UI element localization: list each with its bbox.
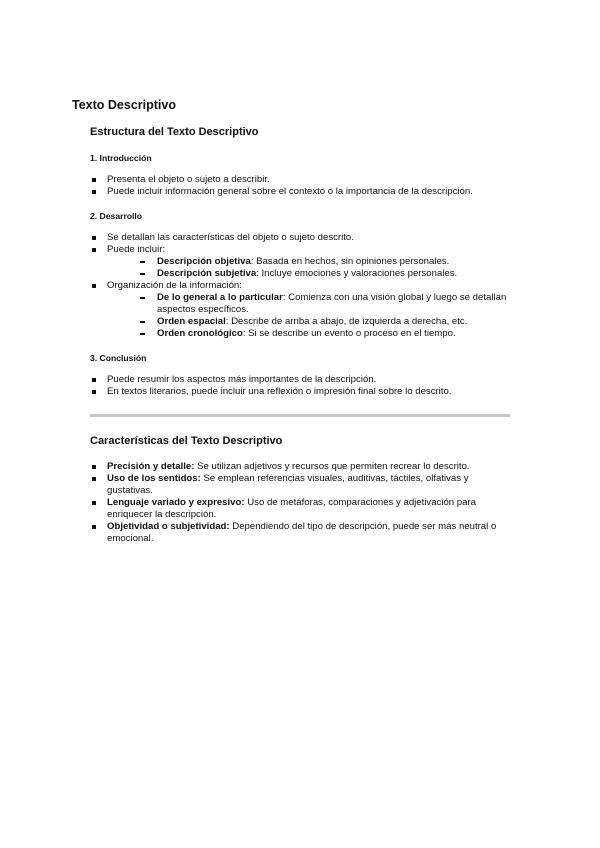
list-item: [90, 521, 510, 545]
list-item: Puede incluir información general sobre el contexto o la importancia de la descripción.: [90, 186, 510, 198]
definition: : Comienza con una visión global y luego se detallan aspectos específicos.: [157, 292, 507, 315]
definition: : Incluye emociones y valoraciones personales.: [256, 268, 458, 279]
document-body: [90, 126, 510, 557]
conclusion-list: [90, 374, 510, 398]
list-item: Presenta el objeto o sujeto a describir.: [90, 174, 510, 186]
list-item: [90, 244, 510, 280]
characteristics-list: [90, 461, 510, 545]
list-item: [90, 473, 510, 497]
list-item: [90, 461, 510, 473]
definition: Uso de metáforas, comparaciones y adjetivación para enriquecer la descripción.: [107, 497, 477, 520]
section-divider: [90, 414, 510, 417]
document-title: Texto Descriptivo: [72, 98, 176, 112]
definition: : Si se describe un evento o proceso en el tiempo.: [242, 328, 456, 339]
list-item: [90, 280, 510, 340]
list-item: Se detallan las características del objeto o sujeto descrito.: [90, 232, 510, 244]
term: Orden espacial: [157, 316, 226, 327]
list-item: [90, 497, 510, 521]
list-item: Puede resumir los aspectos más importantes de la descripción.: [90, 374, 510, 386]
sub-list-item: [140, 316, 510, 328]
development-list: [90, 232, 510, 340]
term: Descripción subjetiva: [157, 268, 257, 279]
intro-heading: 1. Introducción: [90, 153, 152, 163]
term: Orden cronológico: [157, 328, 243, 339]
sub-list-item: [140, 268, 510, 280]
definition: : Describe de arriba a abajo, de izquierda a derecha, etc.: [225, 316, 468, 327]
term: Lenguaje variado y expresivo:: [107, 497, 245, 508]
term: Descripción objetiva: [157, 256, 251, 267]
development-heading: 2. Desarrollo: [90, 211, 143, 221]
list-item: En textos literarios, puede incluir una reflexión o impresión final sobre lo descrito.: [90, 386, 510, 398]
list-item-label: Puede incluir:: [107, 244, 166, 255]
sub-list: [107, 292, 510, 340]
term: Precisión y detalle:: [107, 461, 195, 472]
characteristics-heading: Características del Texto Descriptivo: [90, 435, 283, 447]
term: De lo general a lo particular: [157, 292, 283, 303]
conclusion-heading: 3. Conclusión: [90, 353, 147, 363]
intro-list: [90, 174, 510, 198]
sub-list-item: [140, 256, 510, 268]
structure-heading: Estructura del Texto Descriptivo: [90, 126, 259, 138]
sub-list: [107, 256, 510, 280]
sub-list-item: [140, 292, 510, 316]
definition: Se utilizan adjetivos y recursos que permiten recrear lo descrito.: [194, 461, 470, 472]
definition: Dependiendo del tipo de descripción, puede ser más neutral o emocional.: [107, 521, 497, 544]
list-item-label: Organización de la información:: [107, 280, 242, 291]
term: Uso de los sentidos:: [107, 473, 201, 484]
sub-list-item: [140, 328, 510, 340]
definition: Se emplean referencias visuales, auditivas, táctiles, olfativas y gustativas.: [107, 473, 469, 496]
definition: : Basada en hechos, sin opiniones personales.: [250, 256, 450, 267]
term: Objetividad o subjetividad:: [107, 521, 230, 532]
